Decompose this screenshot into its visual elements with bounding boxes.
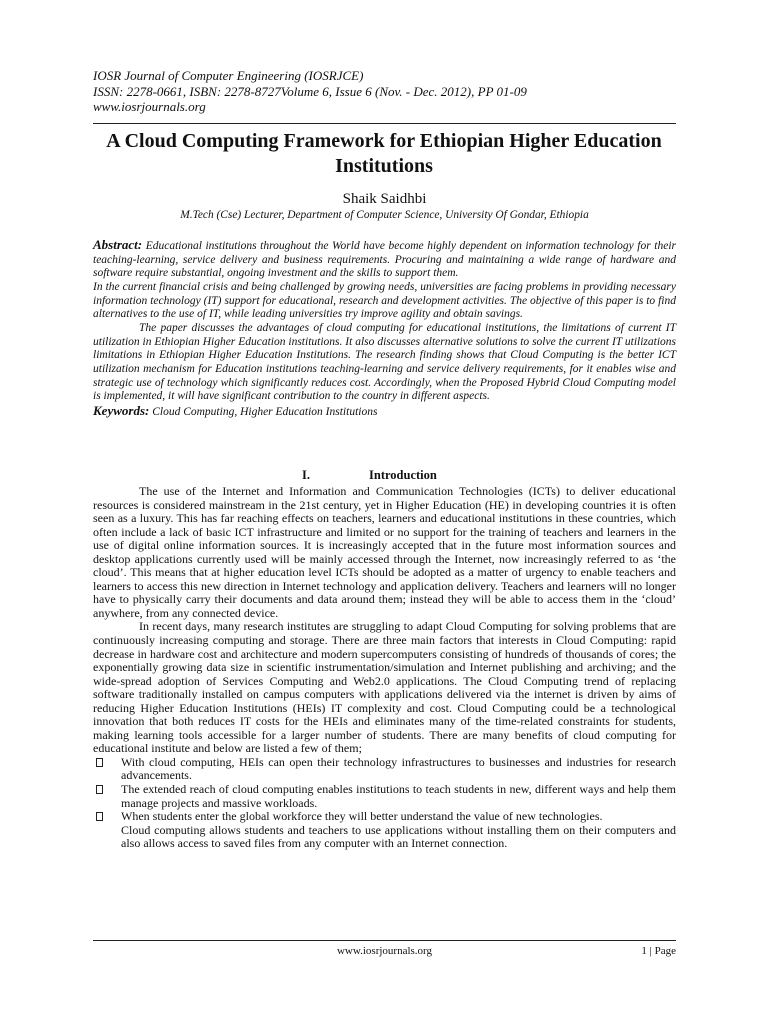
footer-website[interactable]: www.iosrjournals.org [336,945,433,957]
body-paragraph-2: In recent days, many research institutes are struggling to adapt Cloud Computing for solving problems that are continuously increasing computing and storage. There are three main factors that interests in Cloud Computing: rapid decrease in hardware cost and architecture and modern supercomputers consisting of hundreds of thousands of cores; the exponentially growing data size in scientific instrumentation/simulation and Internet publishing and archiving; and the wide-spread adoption of Services Computing and Web2.0 applications. The Cloud Computing trend of replacing software traditionally installed on campus computers with applications delivered via the internet is driven by aims of reducing Higher Education Institutions (HEIs) IT complexity and cost. Cloud Computing could be a technological innovation that both reduces IT costs for the HEIs and eliminates many of the time-related constraints for students, making learning tools accessible for a larger number of students. There are many benefits of cloud computing for educational institute and below are listed a few of them; [93,619,676,756]
paper-author: Shaik Saidhbi [342,191,427,207]
body-continuation: Cloud computing allows students and teachers to use applications without installing them on their computers and also allows access to saved files from any computer with an Internet connection. [121,822,676,851]
body-paragraph-1: The use of the Internet and Information and Communication Technologies (ICTs) to deliver educational resources is considered mainstream in the 21st century, yet in Higher Education (HE) in developing countries it is often seen as a luxury. This has far reaching effects on teachers, learners and educational institutions in these countries, which often include a lack of basic ICT infrastructure and limited or no support for the training of teachers and learners in the use of digital online information sources. It is increasingly accepted that in the future most information sources and desktop applications currently used will be mainly accessed through the Internet, now increasingly referred to as ‘the cloud’. This means that at higher education level ICTs should be adopted as a matter of urgency to enable teachers and learners to access this new direction in Internet technology and application delivery. Teachers and learners will no longer have to physically carry their documents and data around them; instead they will be able to access them in the ‘cloud’ anywhere, from any connected device. [93,484,676,620]
keywords-text: Cloud Computing, Higher Education Institutions [152,405,378,418]
bullet-box-icon [96,785,103,794]
list-item: With cloud computing, HEIs can open their technology infrastructures to businesses and industries for research advancements. [93,756,676,783]
paper-title: A Cloud Computing Framework for Ethiopian Higher Education Institutions [106,130,662,177]
abstract-paragraph-3: The paper discusses the advantages of cloud computing for educational institutions, the limitations of current IT utilization in Ethiopian Higher Education institutions. It also discusses alternative solutions to solve the current IT utilizations limitations in Ethiopian Higher Education Institutions. The research finding shows that Cloud Computing is the better ICT utilization mechanism for Education institutions teaching-learning and service delivery requirements, for it enables wise and strategic use of technology which significantly reduces cost. Accordingly, when the Proposed Hybrid Cloud Computing model is implemented, it will have significant contribution to the country in different aspects. [93,321,676,403]
list-item: The extended reach of cloud computing enables institutions to teach students in new, different ways and help them manage projects and massive workloads. [93,783,676,810]
journal-issn: ISSN: 2278-0661, ISBN: 2278-8727Volume 6, Issue 6 (Nov. - Dec. 2012), PP 01-09 [93,83,527,99]
bullet-box-icon [96,758,103,767]
journal-website[interactable]: www.iosrjournals.org [93,99,206,114]
section-body [93,485,676,851]
header-divider [93,123,676,124]
section-title: Introduction [369,468,437,482]
section-number: I. [302,468,310,482]
abstract-label: Abstract: [93,237,143,252]
footer-divider [93,940,676,941]
abstract-text-1: Educational institutions throughout the World have become highly dependent on information technology for their teaching-learning, service delivery and business requirements. Procuring and maintaining a wide range of hardware and software require substantial, ongoing investment and the skills to support them. [93,240,676,280]
keywords [93,404,676,420]
keywords-label: Keywords: [93,402,150,418]
page-number: 1 | Page [641,945,676,957]
author-affiliation: M.Tech (Cse) Lecturer, Department of Computer Science, University Of Gondar, Ethiopia [180,209,589,221]
abstract [93,238,676,420]
benefits-list [93,756,676,824]
journal-name: IOSR Journal of Computer Engineering (IOSRJCE) [93,68,364,83]
bullet-box-icon [96,812,103,821]
abstract-paragraph-2: In the current financial crisis and being challenged by growing needs, universities are facing problems in providing necessary information technology (IT) support for educational, research and development activities. The objective of this paper is to find alternatives to the use of IT, while leading universities try improve agility and obtain savings. [93,280,676,321]
list-item: When students enter the global workforce they will better understand the value of new technologies. [93,810,676,824]
abstract-paragraph-1 [93,238,676,281]
journal-header [93,68,683,115]
